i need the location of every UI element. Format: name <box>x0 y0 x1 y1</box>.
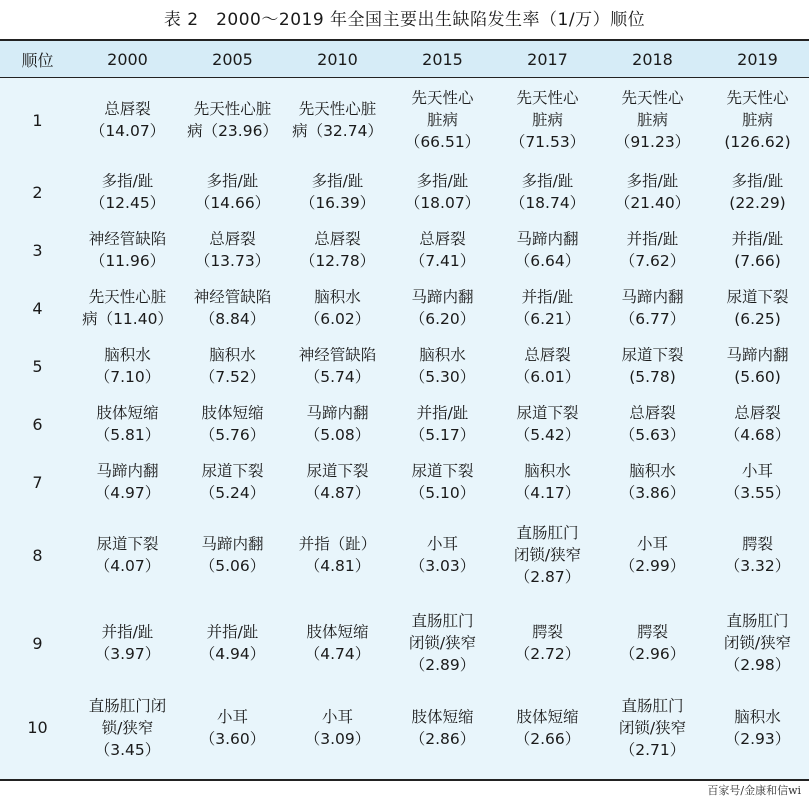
table-cell: 小耳 （2.99） <box>619 535 686 575</box>
rank-cell: 6 <box>32 414 43 434</box>
table-cell: 先天性心脏 病（11.40） <box>82 288 173 328</box>
header-year: 2000 <box>107 49 148 69</box>
table-row <box>0 453 809 511</box>
table-cell: 先天性心 脏病 （66.51） <box>404 89 481 151</box>
table-cell: 脑积水 （6.02） <box>304 288 371 328</box>
table-row <box>0 337 809 395</box>
table-cell: 尿道下裂 （5.42） <box>514 404 581 444</box>
rank-cell: 8 <box>32 545 43 565</box>
table-cell: 总唇裂 （7.41） <box>409 230 476 270</box>
table-cell: 腭裂 （2.72） <box>514 623 581 663</box>
table-row <box>0 511 809 599</box>
table-cell: 并指/趾 （3.97） <box>94 623 161 663</box>
table-cell: 小耳 （3.60） <box>199 707 266 748</box>
table-cell: 肢体短缩 （5.81） <box>94 404 161 444</box>
table-cell: 马蹄内翻 （6.20） <box>409 288 476 328</box>
table-cell: 肢体短缩 （2.86） <box>409 707 476 748</box>
table-cell: 并指/趾 （7.62） <box>619 230 686 270</box>
table-cell: 并指/趾 （5.17） <box>409 404 476 444</box>
table-cell: 多指/趾 （21.40） <box>614 172 691 212</box>
table-cell: 脑积水 （7.10） <box>94 346 161 386</box>
ranking-table <box>0 41 809 768</box>
table-cell: 肢体短缩 （2.66） <box>514 707 581 748</box>
table-row <box>0 599 809 687</box>
header-year: 2005 <box>212 49 253 69</box>
table-cell: 尿道下裂 （5.24） <box>199 462 266 502</box>
rank-cell: 7 <box>32 472 43 492</box>
table-cell: 总唇裂 （4.68） <box>724 404 791 444</box>
table-cell: 先天性心脏 病（23.96） <box>187 100 278 140</box>
table-cell: 直肠肛门 闭锁/狭窄 （2.89） <box>408 612 477 674</box>
table-cell: 并指/趾 （6.21） <box>514 288 581 328</box>
table-row <box>0 687 809 768</box>
header-row <box>0 41 809 77</box>
watermark: 百家号/金康和信wi <box>707 784 801 797</box>
table-cell: 脑积水 （4.17） <box>514 462 581 502</box>
table-cell: 尿道下裂 （4.87） <box>304 462 371 502</box>
table-cell: 小耳 （3.55） <box>724 462 791 502</box>
table-row <box>0 279 809 337</box>
table-cell: 神经管缺陷 （11.96） <box>88 230 167 270</box>
table-cell: 马蹄内翻 （5.08） <box>304 404 371 444</box>
table-row <box>0 163 809 221</box>
header-year: 2018 <box>632 49 673 69</box>
table-cell: 小耳 （3.09） <box>304 707 371 748</box>
rank-cell: 10 <box>27 718 48 737</box>
table-title: 表 2 2000～2019 年全国主要出生缺陷发生率（1/万）顺位 <box>163 10 646 30</box>
table-cell: 总唇裂 （12.78） <box>299 230 376 270</box>
table-cell: 总唇裂 （5.63） <box>619 404 686 444</box>
table-cell: 并指（趾） （4.81） <box>298 535 377 575</box>
rank-cell: 1 <box>32 110 43 130</box>
table-cell: 先天性心 脏病 (126.62) <box>724 89 791 151</box>
table-cell: 腭裂 （3.32） <box>724 535 791 575</box>
table-cell: 多指/趾 （16.39） <box>299 172 376 212</box>
table-cell: 并指/趾 （4.94） <box>199 623 266 663</box>
table-row <box>0 77 809 163</box>
table-cell: 直肠肛门闭 锁/狭窄 （3.45） <box>88 696 167 759</box>
table-cell: 尿道下裂 （4.07） <box>94 535 161 575</box>
table-cell: 直肠肛门 闭锁/狭窄 （2.98） <box>723 612 792 674</box>
table-cell: 脑积水 （5.30） <box>409 346 476 386</box>
header-year: 2019 <box>737 49 778 69</box>
table-cell: 尿道下裂 （5.10） <box>409 462 476 502</box>
table-cell: 并指/趾 (7.66) <box>731 230 784 270</box>
table-cell: 直肠肛门 闭锁/狭窄 （2.71） <box>618 696 687 759</box>
header-rank: 顺位 <box>21 50 54 70</box>
table-cell: 尿道下裂 (6.25) <box>726 288 789 328</box>
rank-cell: 2 <box>32 182 43 202</box>
table-cell: 多指/趾 （12.45） <box>89 172 166 212</box>
header-year: 2015 <box>422 49 463 69</box>
table-cell: 马蹄内翻 (5.60) <box>726 346 789 386</box>
table-cell: 肢体短缩 （4.74） <box>304 623 371 663</box>
table-cell: 先天性心 脏病 （91.23） <box>614 89 691 151</box>
table-cell: 多指/趾 （14.66） <box>194 172 271 212</box>
table-cell: 先天性心脏 病（32.74） <box>292 100 383 140</box>
table-row <box>0 395 809 453</box>
rank-cell: 3 <box>32 240 43 260</box>
table-cell: 神经管缺陷 （8.84） <box>193 288 272 328</box>
table-cell: 尿道下裂 (5.78) <box>621 346 684 386</box>
rank-cell: 5 <box>32 356 43 376</box>
table-cell: 马蹄内翻 （5.06） <box>199 535 266 575</box>
table-cell: 先天性心 脏病 （71.53） <box>509 89 586 151</box>
table-cell: 总唇裂 （13.73） <box>194 230 271 270</box>
rank-cell: 9 <box>32 633 43 653</box>
table-cell: 总唇裂 （14.07） <box>89 100 166 140</box>
header-year: 2017 <box>527 49 568 69</box>
bottom-rule <box>0 779 809 781</box>
rank-cell: 4 <box>32 298 43 318</box>
table-row <box>0 221 809 279</box>
table-cell: 直肠肛门 闭锁/狭窄 （2.87） <box>513 524 582 586</box>
table-cell: 肢体短缩 （5.76） <box>199 404 266 444</box>
table-cell: 小耳 （3.03） <box>409 535 476 575</box>
header-year: 2010 <box>317 49 358 69</box>
table-cell: 多指/趾 （18.07） <box>404 172 481 212</box>
table-cell: 多指/趾 （18.74） <box>509 172 586 212</box>
table-cell: 神经管缺陷 （5.74） <box>298 346 377 386</box>
table-cell: 脑积水 （2.93） <box>724 707 791 748</box>
table-cell: 马蹄内翻 （4.97） <box>94 462 161 502</box>
table-cell: 脑积水 （7.52） <box>199 346 266 386</box>
table-cell: 脑积水 （3.86） <box>619 462 686 502</box>
table-cell: 腭裂 （2.96） <box>619 623 686 663</box>
table-cell: 马蹄内翻 （6.77） <box>619 288 686 328</box>
table-cell: 多指/趾 (22.29) <box>729 172 786 212</box>
table-cell: 马蹄内翻 （6.64） <box>514 230 581 270</box>
table-cell: 总唇裂 （6.01） <box>514 346 581 386</box>
